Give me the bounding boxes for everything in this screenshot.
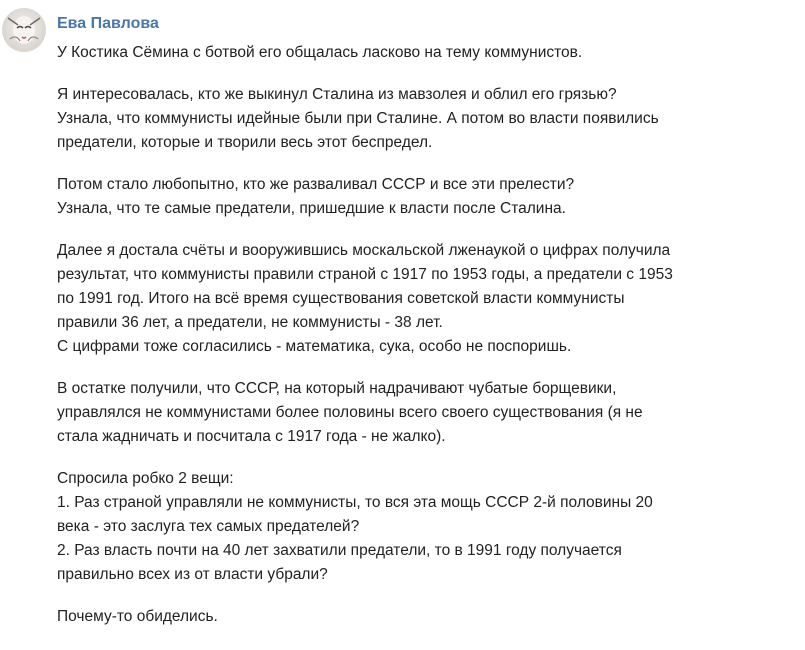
text-line: 2. Раз власть почти на 40 лет захватили предатели, то в 1991 году получается [57, 542, 622, 559]
text-line: предатели, которые и творили весь этот беспредел. [57, 134, 433, 151]
text-line: Потом стало любопытно, кто же разваливал СССР и все эти прелести? [57, 176, 575, 193]
post-text [57, 41, 797, 629]
paragraph [57, 605, 797, 629]
text-line: правильно всех из от власти убрали? [57, 566, 328, 583]
text-line: Почему-то обиделись. [57, 608, 218, 625]
text-line: В остатке получили, что СССР, на который надрачивают чубатые борщевики, [57, 380, 617, 397]
text-line: Спросила робко 2 вещи: [57, 470, 234, 487]
text-line: Узнала, что коммунисты идейные были при Сталине. А потом во власти появились [57, 110, 659, 127]
text-line: управлялся не коммунистами более половины всего своего существования (я не [57, 404, 643, 421]
paragraph [57, 41, 797, 65]
text-line: Узнала, что те самые предатели, пришедшие к власти после Сталина. [57, 200, 566, 217]
paragraph [57, 377, 797, 449]
text-line: по 1991 год. Итого на всё время существования советской власти коммунисты [57, 290, 625, 307]
avatar-image-icon [2, 8, 46, 52]
text-line: стала жадничать и посчитала с 1917 года - не жалко). [57, 428, 446, 445]
paragraph [57, 173, 797, 221]
text-line: результат, что коммунисты правили страной с 1917 по 1953 годы, а предатели с 1953 [57, 266, 673, 283]
text-line: С цифрами тоже согласились - математика, сука, особо не поспоришь. [57, 338, 572, 355]
text-line: Я интересовалась, кто же выкинул Сталина из мавзолея и облил его грязью? [57, 86, 617, 103]
paragraph [57, 467, 797, 587]
text-line: 1. Раз страной управляли не коммунисты, то вся эта мощь СССР 2-й половины 20 [57, 494, 653, 511]
text-line: Далее я достала счёты и вооружившись москальской лженаукой о цифрах получила [57, 242, 671, 259]
text-line: века - это заслуга тех самых предателей? [57, 518, 360, 535]
paragraph [57, 239, 797, 359]
text-line: У Костика Сёмина с ботвой его общалась ласково на тему коммунистов. [57, 44, 583, 61]
author-name[interactable]: Ева Павлова [57, 15, 159, 32]
text-line: правили 36 лет, а предатели, не коммунисты - 38 лет. [57, 314, 443, 331]
avatar[interactable] [2, 8, 46, 52]
paragraph [57, 83, 797, 155]
